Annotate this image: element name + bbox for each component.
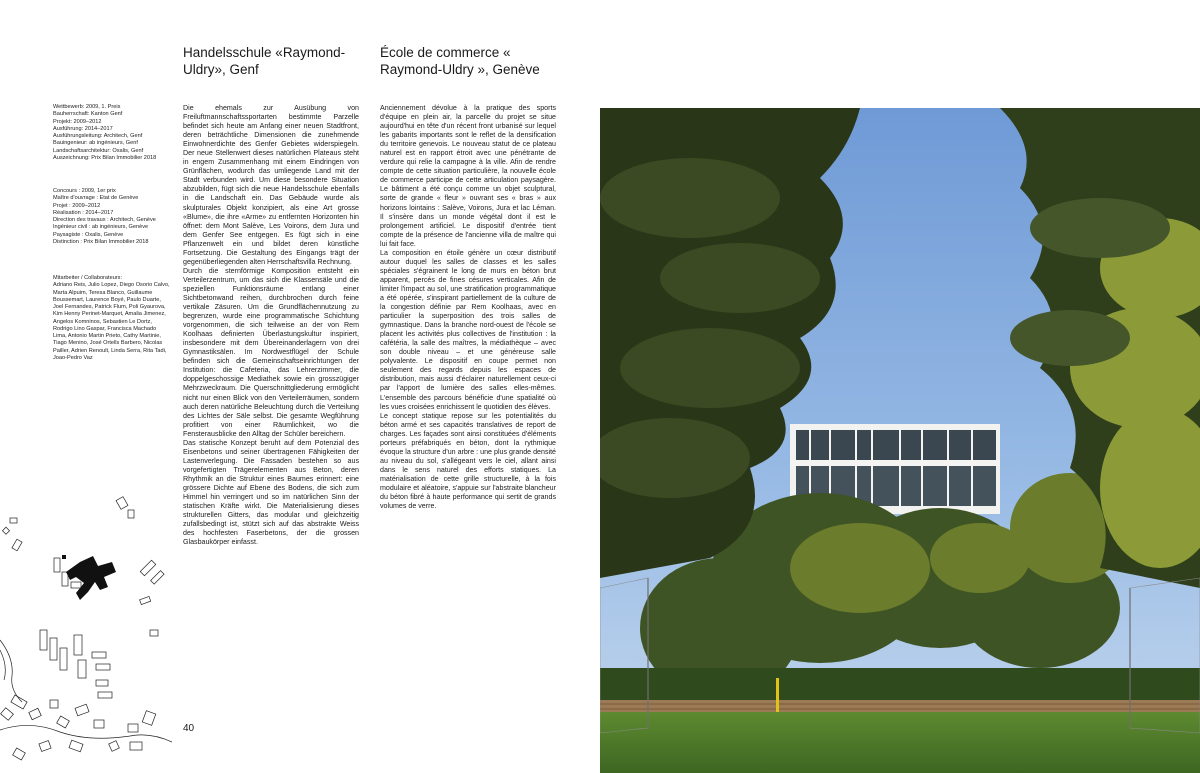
body-paragraph: Durch die sternförmige Komposition entsteht ein Verteilerzentrum, um das sich die Klassensäle und die speziellen Funktionsräume entlang einer Sichtbetonwand reihen, durchbrochen durch feine vertikale Zäsuren. Um die Grundflächennutzung zu begrenzen, wurde eine programmatische Schichtung vorgenommen, die sich teilweise an der von Rem Koolhaas definierten Überlastungskultur inspiriert, insbesondere mit dem Übereinanderlagern von drei Gymnastiksälen. Im Nordwestflügel der Schule befinden sich die Gemeinschaftseinrichtungen der Institution: die Cafeteria, das Lehrerzimmer, die doppelgeschossige Mediathek sowie ein grosszügiger Mehrzweckraum. Die Querschnittgliederung ermöglicht nicht nur einen Blick von den Verteilerräumen, sondern auch deren natürliche Beleuchtung durch die Verteilung des Lichtes der Säle selbst. Die gesamte Wegführung profitiert von einer Räumlichkeit, wo die Fensterausblicke den Alltag der Schüler bereichern. [183,266,359,438]
body-paragraph: Das statische Konzept beruht auf dem Potenzial des Eisenbetons und seiner übertragenen Fähigkeiten der Lastenverlegung. Die Fassaden bestehen so aus vorgefertigten Trägerelementen aus Beton, deren Rhythmik an die Struktur eines Baumes erinnert: eine grössere Dichte auf Ebene des Bodens, die sich zum Himmel hin verringert und so im natürlichen Sinn der statischen Kräfte wirkt. Die Materialisierung dieses strukturellen Gitters, das modular und gleichzeitig zufallsbedingt ist, stützt sich auf das abstrakte Weiss des hochfesten Faserbetons, der die grossen Glasbaukörper einfasst. [183,438,359,547]
title-french: École de commerce « Raymond-Uldry », Genève [380,45,540,77]
title-german: Handelsschule «Raymond-Uldry», Genf [183,45,346,77]
body-paragraph: Anciennement dévolue à la pratique des sports d'équipe en plein air, la parcelle du projet se situe aujourd'hui en tête d'un récent front urbanisé sur lequel les gabarits importants sont le reflet de la densification du territoire genevois. Le nouveau statut de ce plateau naturel est en rapport étroit avec une pénétrante de verdure qui relie la campagne à la ville. Afin de rendre compte de cette situation particulière, la nouvelle école de commerce participe de cette articulation paysagère. Le bâtiment a été conçu comme un objet sculptural, sorte de grande « fleur » ouvrant ses « bras » aux horizons lointains : Salève, Voirons, Jura et lac Léman. Il s'insère dans un monde végétal dont il est le prolongement artificiel. Le dispositif d'entrée tient compte de la présence de l'ancienne villa de maître qui lui fait face. [380,104,556,248]
credits-team-text: Mitarbeiter / Collaborateurs: Adriano Reis, Julio Lopez, Diego Osorio Calvo, Marta Alpuim, Teresa Blanco, Guillaume Boussemart, Laurence Boyé, Paulo Duarte, Joel Fernandes, Patrick Flum, Poli Gyaurova, Kim Henny Perinet-Marquet, Amalia Jimenez, Angelos Komninos, Sebastien Le Dortz, Rodrigo Lino Gaspar, Francisca Machado Lima, Antonio Martin Prieto, Cathy Martinie, Tiago Menino, José Ortells Barbero, Nicolas Pailler, Adrien Renoult, Linda Serra, Rita Tadi, Joao-Pedro Vaz [53,275,170,361]
page-number: 40 [183,723,195,734]
school-footprint [62,555,116,600]
body-text-german [183,104,359,547]
credits-german [53,104,171,162]
credits-french [53,188,171,246]
body-text-french [380,104,556,511]
body-paragraph: Le concept statique repose sur les potentialités du béton armé et ses capacités translatives de report de charges. Les façades sont ainsi constituées d'éléments porteurs préfabriqués en béton, dont la rythmique évoque la structure d'un arbre : une plus grande densité au niveau du sol, s'allégeant vers le ciel, allant ainsi dans le sens naturel des efforts statiques. La matérialisation de cette grille structurelle, à la fois modulaire et aléatoire, s'appuie sur l'abstraite blancheur du béton fibré à haute performance qui sertit de grands volumes de verre. [380,411,556,511]
body-paragraph: Die ehemals zur Ausübung von Freiluftmannschaftssportarten bestimmte Parzelle befindet sich heute am Anfang einer neuen Stadtfront, deren beträchtliche Dimensionen die zunehmende Einwohnerdichte des Genfer Gebietes widerspiegeln. Der neue Stellenwert dieses natürlichen Plateaus steht in engem Zusammenhang mit einem Eindringen von Grünflächen, wodurch das umliegende Land mit der Stadt verbunden wird. Um diese besondere Situation abzubilden, fügt sich die neue Handelsschule ebenfalls in die Landschaft ein. Das Gebäude wurde als skulpturales Objekt konzipiert, als eine Art grosse «Blume», die ihre «Arme» zu entfernten Horizonten hin öffnet: dem Mont Salève, Les Voirons, dem Jura und dem Genfer See entgegen. Es fügt sich in eine Pflanzenwelt ein und bildet deren künstliche Fortsetzung. Die Gestaltung des Eingangs trägt der gegenüberliegenden alten Herrschaftsvilla Rechnung. [183,104,359,266]
site-plan-drawing [0,480,172,773]
credits-french-text: Concours : 2009, 1er prix Maître d'ouvrage : Etat de Genève Projet : 2009–2012 Réalisation : 2014–2017 Direction des travaux : Architech, Genève Ingénieur civil : ab ingénieurs, Genève Paysagiste : Oxalis, Genève Distinction : Prix Bilan Immobilier 2018 [53,188,156,245]
building-photograph [600,108,1200,773]
credits-team [53,275,171,362]
credits-german-text: Wettbewerb: 2009, 1. Preis Bauherrschaft: Kanton Genf Projekt: 2009–2012 Ausführung: 2014–2017 Ausführungsleitung: Architech, Genf Bauingenieur: ab ingénieurs, Genf Landschaftsarchitektur: Oxalis, Genf Auszeichnung: Prix Bilan Immobilier 2018 [53,104,157,161]
body-paragraph: La composition en étoile génère un cœur distributif autour duquel les salles de classes et les salles spéciales s'égrainent le long de murs en béton brut apparent, percés de fines césures verticales. Afin de limiter l'impact au sol, une stratification programmatique a été opérée, s'inspirant partiellement de la culture de la congestion définie par Rem Koolhaas, avec en particulier la superposition des trois salles de gymnastique. Dans la branche nord-ouest de l'école se placent les activités plus collectives de l'institution : la cafétéria, la salle des maîtres, la médiathèque – avec son double niveau – et une généreuse salle polyvalente. Le dispositif en coupe permet non seulement des regards depuis les espaces de distribution, mais aussi d'éclairer naturellement ceux-ci par l'apport de lumière des salles elles-mêmes. L'ensemble des parcours bénéficie d'une spatialité où les vues croisées enrichissent le quotidien des élèves. [380,248,556,411]
